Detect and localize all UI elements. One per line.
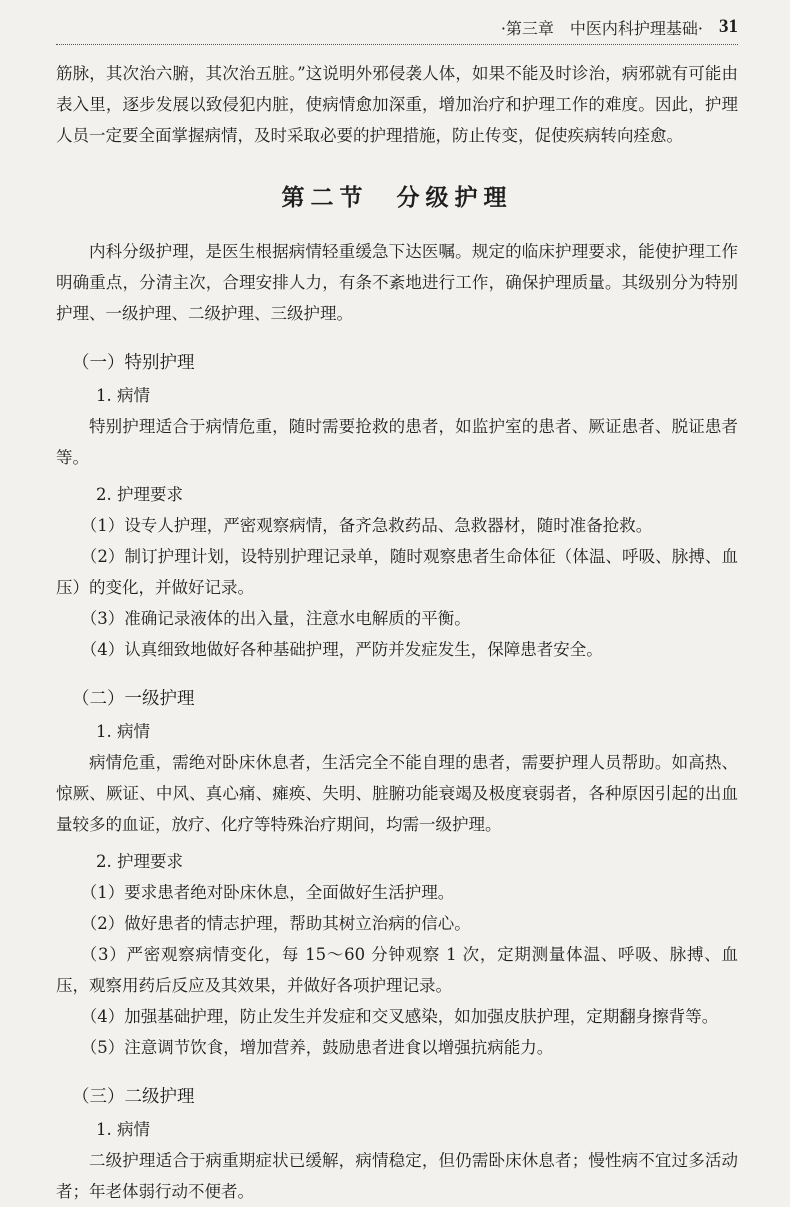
first-level-item: （3）严密观察病情变化，每 15～60 分钟观察 1 次，定期测量体温、呼吸、脉搏、血压，观察用药后反应及其效果，并做好各项护理记录。 bbox=[56, 945, 738, 995]
second-level-condition-label: 1. 病情 bbox=[96, 1120, 150, 1139]
running-head bbox=[56, 10, 738, 45]
second-level-condition-text: 二级护理适合于病重期症状已缓解，病情稳定，但仍需卧床休息者；慢性病不宜过多活动者；年老体弱行动不便者。 bbox=[56, 1151, 738, 1201]
special-care-heading: （一）特别护理 bbox=[72, 353, 195, 373]
special-care-item: （4）认真细致地做好各种基础护理，严防并发症发生，保障患者安全。 bbox=[80, 640, 603, 659]
special-care-requirements-label: 2. 护理要求 bbox=[96, 485, 183, 504]
running-head-title: 中医内科护理基础· bbox=[569, 18, 703, 38]
special-care-item: （1）设专人护理，严密观察病情，备齐急救药品、急救器材，随时准备抢救。 bbox=[80, 516, 653, 535]
special-care-condition-text: 特别护理适合于病情危重，随时需要抢救的患者，如监护室的患者、厥证患者、脱证患者等。 bbox=[56, 417, 738, 467]
special-care-condition-label: 1. 病情 bbox=[96, 386, 150, 405]
first-level-requirements-label: 2. 护理要求 bbox=[96, 852, 183, 871]
page-number: 31 bbox=[719, 16, 738, 37]
first-level-item: （5）注意调节饮食，增加营养，鼓励患者进食以增强抗病能力。 bbox=[80, 1038, 554, 1057]
second-level-care-heading: （三）二级护理 bbox=[72, 1087, 195, 1107]
section-intro: 内科分级护理，是医生根据病情轻重缓急下达医嘱。规定的临床护理要求，能使护理工作明确重点，分清主次，合理安排人力，有条不紊地进行工作，确保护理质量。其级别分为特别护理、一级护理、二级护理、三级护理。 bbox=[56, 242, 738, 323]
running-head-chapter: ·第三章 bbox=[500, 18, 554, 38]
first-level-item: （1）要求患者绝对卧床休息，全面做好生活护理。 bbox=[80, 883, 455, 902]
section-name: 分级护理 bbox=[396, 184, 513, 211]
special-care-item: （3）准确记录液体的出入量，注意水电解质的平衡。 bbox=[80, 609, 471, 628]
special-care-item: （2）制订护理计划，设特别护理记录单，随时观察患者生命体征（体温、呼吸、脉搏、血压）的变化，并做好记录。 bbox=[56, 547, 738, 597]
first-level-care-heading: （二）一级护理 bbox=[72, 689, 195, 709]
section-title bbox=[56, 179, 738, 212]
page-content bbox=[56, 58, 738, 1207]
intro-paragraph: 筋脉，其次治六腑，其次治五脏。”这说明外邪侵袭人体，如果不能及时诊治，病邪就有可能由表入里，逐步发展以致侵犯内脏，使病情愈加深重，增加治疗和护理工作的难度。因此，护理人员一定要全面掌握病情，及时采取必要的护理措施，防止传变，促使疾病转向痊愈。 bbox=[56, 64, 738, 145]
first-level-item: （4）加强基础护理，防止发生并发症和交叉感染，如加强皮肤护理，定期翻身擦背等。 bbox=[80, 1007, 719, 1026]
first-level-item: （2）做好患者的情志护理，帮助其树立治病的信心。 bbox=[80, 914, 471, 933]
section-number: 第二节 bbox=[281, 184, 369, 211]
first-level-condition-text: 病情危重，需绝对卧床休息者，生活完全不能自理的患者，需要护理人员帮助。如高热、惊厥、厥证、中风、真心痛、瘫痪、失明、脏腑功能衰竭及极度衰弱者，各种原因引起的出血量较多的血证，放疗、化疗等特殊治疗期间，均需一级护理。 bbox=[56, 753, 738, 834]
first-level-condition-label: 1. 病情 bbox=[96, 722, 150, 741]
